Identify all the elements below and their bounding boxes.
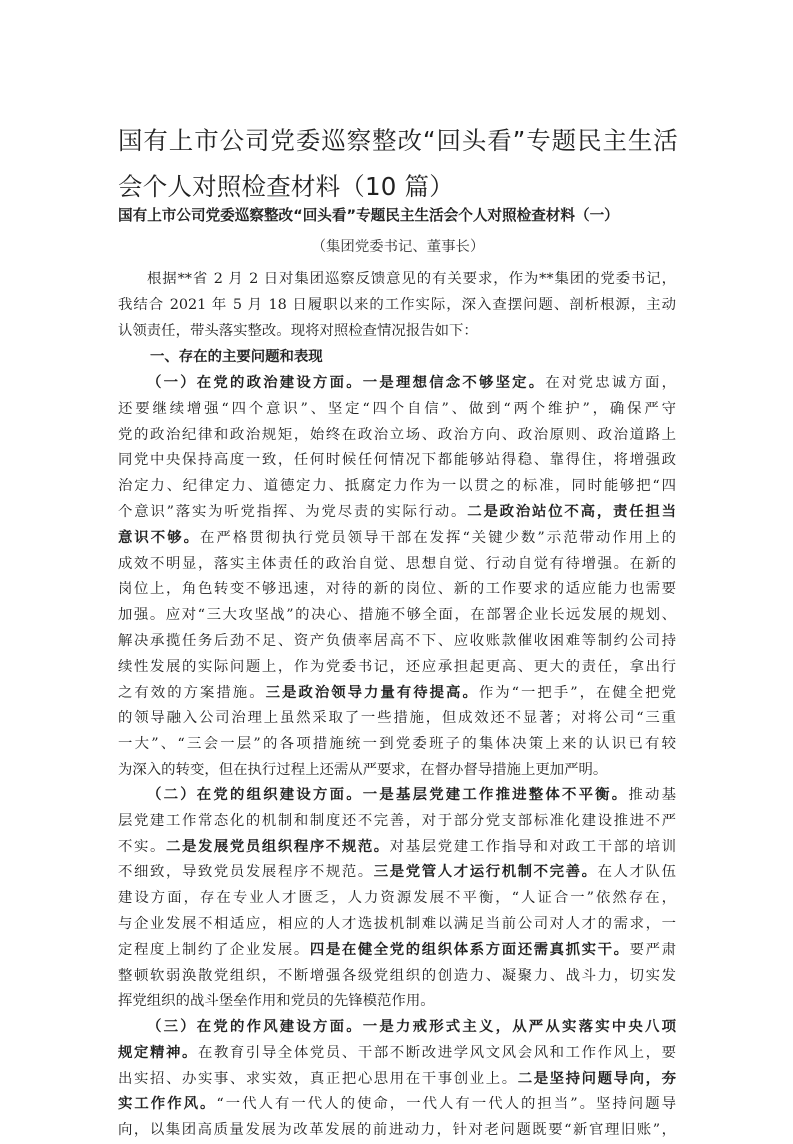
body-text: 续性发展的实际问题上，作为党委书记，还应承担起更高、更大的责任，拿出行 — [118, 658, 676, 675]
paragraph-line — [118, 474, 676, 500]
bold-text: （二）在党的组织建设方面。一是基层党建工作推进整体不平衡。 — [147, 787, 629, 803]
bold-text: 三是党管人才运行机制不完善。 — [373, 864, 598, 881]
intro-paragraph — [118, 267, 676, 344]
body-text: 对基层党建工作指导和对政工干部的培训 — [389, 838, 676, 855]
body-text: 与企业发展不相适应，相应的人才选拔机制难以满足当前公司对人才的需求，一 — [118, 915, 676, 932]
bold-text: 实工作作风。 — [118, 1096, 217, 1113]
body-text: 的领导融入公司治理上虽然采取了一些措施，但成效还不显著；对将公司“三重 — [118, 710, 676, 727]
body-text: 不细致，导致党员发展程序不规范。 — [118, 864, 374, 881]
paragraph-line — [118, 912, 676, 938]
paragraph-line — [118, 681, 676, 707]
bold-text: （一）在党的政治建设方面。一是理想信念不够坚定。 — [147, 375, 546, 391]
body-text: 党的政治纪律和政治规矩，始终在政治立场、政治方向、政治原则、政治道路上 — [118, 426, 676, 443]
paragraph-line — [118, 783, 676, 809]
paragraph-line — [118, 603, 676, 629]
bold-text: 规定精神。 — [118, 1044, 198, 1061]
paragraph-line — [118, 448, 676, 474]
document-author: （集团党委书记、董事长） — [311, 239, 485, 255]
body-text: 要严肃 — [629, 941, 676, 958]
paragraph-line — [118, 938, 676, 964]
bold-text: 二是发展党员组织程序不规范。 — [165, 838, 390, 855]
body-text: 同党中央保持高度一致，任何时候任何情况下都能够站得稳、靠得住，将增强政 — [118, 452, 676, 469]
body-text: 推动基 — [628, 787, 676, 803]
body-text: 层党建工作常态化的机制和制度还不完善，对于部分党支部标准化建设推进不严 — [118, 812, 676, 829]
body-text: 个意识”落实为听党指挥、为党尽责的实际行动。 — [118, 503, 468, 520]
title-line-2: 会个人对照检查材料（10 篇） — [118, 172, 454, 201]
body-text: “一代人有一代人的使命，一代人有一代人的担当”。坚持问题导 — [216, 1096, 676, 1113]
body-text: 为深入的转变，但在执行过程上还需从严要求，在督办督导措施上更加严明。 — [118, 761, 608, 778]
paragraph-line — [118, 1067, 676, 1093]
paragraph-line — [118, 655, 676, 681]
section-heading: 一、存在的主要问题和表现 — [150, 349, 323, 365]
bold-text: 意识不够。 — [118, 529, 201, 546]
body-text: 解决承揽任务后劲不足、资产负债率居高不下、应收账款催收困难等制约公司持 — [118, 632, 676, 649]
document-title — [118, 118, 678, 210]
paragraph-line — [118, 835, 676, 861]
title-line-1: 国有上市公司党委巡察整改“回头看”专题民主生活 — [118, 126, 678, 155]
paragraph-line — [118, 423, 676, 449]
body-text: 在对党忠诚方面， — [545, 375, 676, 391]
body-text: 一大”、“三会一层”的各项措施统一到党委班子的集体决策上来的认识已有较 — [118, 736, 676, 753]
paragraph-line — [118, 886, 676, 912]
paragraph-line — [118, 577, 676, 603]
intro-line: 认领责任，带头落实整改。现将对照检查情况报告如下： — [118, 322, 478, 339]
paragraph-line — [118, 1092, 676, 1118]
intro-line: 我结合 2021 年 5 月 18 日履职以来的工作实际，深入查摆问题、剖析根源，主动 — [118, 296, 676, 313]
paragraph-line — [118, 1118, 676, 1144]
bold-text: 四是在健全党的组织体系方面还需真抓实干。 — [309, 941, 630, 958]
bold-text: 三是政治领导力量有待提高。 — [265, 684, 479, 701]
paragraph-line — [118, 397, 676, 423]
body-text: 定程度上制约了企业发展。 — [118, 941, 310, 958]
body-text: 作为“一把手”，在健全把党 — [478, 684, 676, 701]
body-text: 治定力、纪律定力、道德定力、抵腐定力作为一以贯之的标准，同时能够把“四 — [118, 478, 676, 495]
paragraph-organization — [118, 783, 676, 1015]
body-text: 成效不明显，落实主体责任的政治自觉、思想自觉、行动自觉有待增强。在新的 — [118, 555, 676, 572]
paragraph-line — [118, 500, 676, 526]
body-text: 在严格贯彻执行党员领导干部在发挥“关键少数”示范带动作用上的 — [200, 529, 676, 546]
paragraph-line — [118, 526, 676, 552]
paragraph-line — [118, 1015, 676, 1041]
body-text: 还要继续增强“四个意识”、坚定“四个自信”、做到“两个维护”，确保严守 — [118, 400, 676, 417]
paragraph-line — [118, 629, 676, 655]
paragraph-political — [118, 371, 676, 784]
paragraph-line — [118, 758, 676, 784]
body-text: 加强。应对“三大攻坚战”的决心、措施不够全面，在部署企业长远发展的规划、 — [118, 607, 676, 624]
bold-text: （三）在党的作风建设方面。一是力戒形式主义，从严从实落实中央八项 — [147, 1019, 676, 1035]
body-text: 向，以集团高质量发展为改革发展的前进动力，针对老问题既要“新官理旧账”， — [118, 1122, 676, 1139]
body-text: 岗位上，角色转变不够迅速，对待的新的岗位、新的工作要求的适应能力也需要 — [118, 581, 676, 598]
body-text: 建设方面，存在专业人才匮乏，人力资源发展不平衡，“人证合一”依然存在， — [118, 890, 676, 907]
paragraph-style — [118, 1015, 676, 1144]
paragraph-line — [118, 1041, 676, 1067]
paragraph-line — [118, 732, 676, 758]
bold-text: 二是政治站位不高，责任担当 — [467, 503, 676, 520]
body-text: 在人才队伍 — [597, 864, 676, 881]
body-text: 不实。 — [118, 838, 166, 855]
paragraph-line — [118, 371, 676, 397]
body-text: 出实招、办实事、求实效，真正把心思用在干事创业上。 — [118, 1070, 518, 1087]
body-text: 之有效的方案措施。 — [118, 684, 266, 701]
bold-text: 二是坚持问题导向，夯 — [517, 1070, 676, 1087]
paragraph-line — [118, 964, 676, 990]
paragraph-line — [118, 860, 676, 886]
body-text: 整顿软弱涣散党组织，不断增强各级党组织的创造力、凝聚力、战斗力，切实发 — [118, 967, 676, 984]
paragraph-line — [118, 706, 676, 732]
body-text: 在教育引导全体党员、干部不断改进学风文风会风和工作作风上，要 — [197, 1044, 676, 1061]
body-text: 挥党组织的战斗堡垒作用和党员的先锋模范作用。 — [118, 993, 435, 1010]
document-subtitle: 国有上市公司党委巡察整改“回头看”专题民主生活会个人对照检查材料（一） — [118, 207, 619, 224]
paragraph-line — [118, 989, 676, 1015]
paragraph-line — [118, 809, 676, 835]
intro-line: 根据**省 2 月 2 日对集团巡察反馈意见的有关要求，作为**集团的党委书记， — [147, 271, 676, 287]
paragraph-line — [118, 552, 676, 578]
